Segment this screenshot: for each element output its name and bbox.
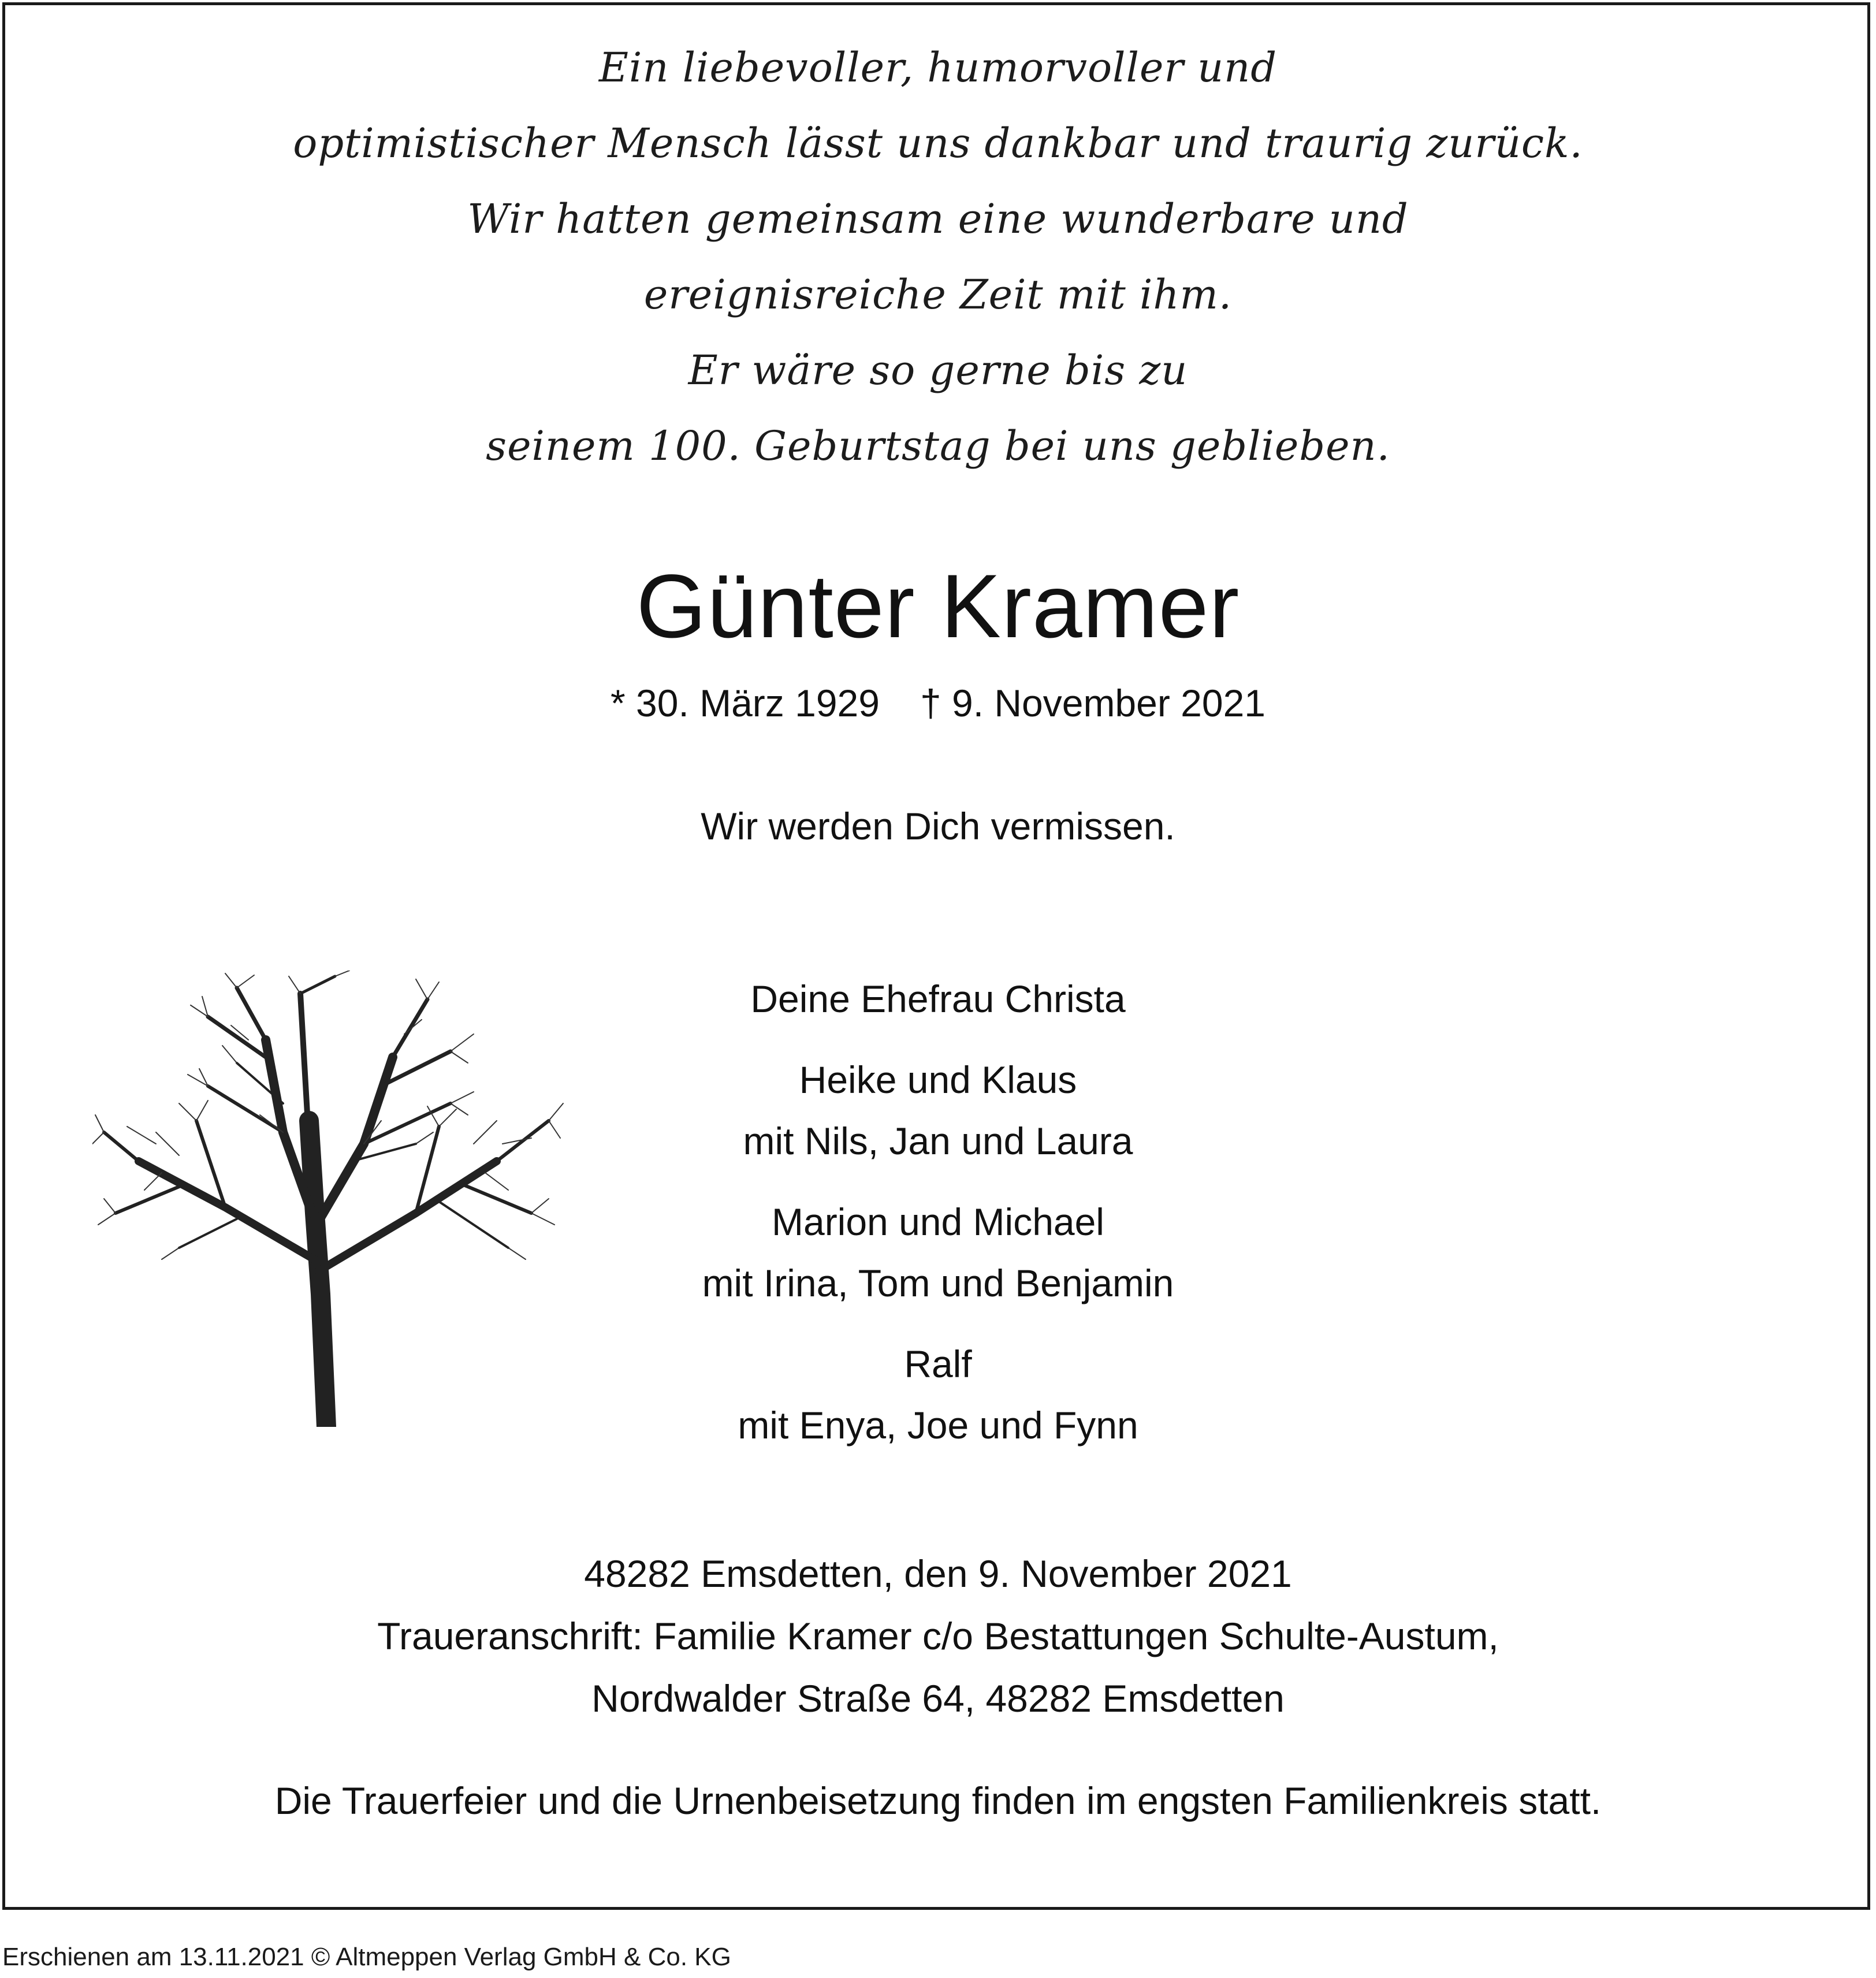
- deceased-name: Günter Kramer: [636, 556, 1240, 657]
- verse-line: Wir hatten gemeinsam eine wunderbare und: [467, 195, 1409, 243]
- verse-line: ereignisreiche Zeit mit ihm.: [643, 271, 1233, 318]
- death-date: † 9. November 2021: [920, 682, 1265, 724]
- mourner-line: Deine Ehefrau Christa: [750, 977, 1126, 1020]
- place-date: 48282 Emsdetten, den 9. November 2021: [584, 1552, 1292, 1595]
- birth-date: * 30. März 1929: [611, 682, 880, 724]
- address-block: [0, 1542, 1876, 1730]
- mourning-address: Traueranschrift: Familie Kramer c/o Bestattungen Schulte-Austum,: [377, 1615, 1499, 1657]
- life-dates: [0, 677, 1876, 729]
- verse-line: Er wäre so gerne bis zu: [688, 347, 1188, 394]
- mourner-line: mit Irina, Tom und Benjamin: [702, 1262, 1174, 1304]
- mourner-group: [0, 1333, 1876, 1456]
- verse-line: seinem 100. Geburtstag bei uns geblieben.: [486, 422, 1390, 470]
- memorial-verse: [0, 30, 1876, 484]
- verse-line: Ein liebevoller, humorvoller und: [598, 44, 1278, 91]
- mourner-line: Ralf: [904, 1343, 972, 1385]
- verse-line: optimistischer Mensch lässt uns dankbar und traurig zurück.: [293, 120, 1583, 167]
- mourners-list: [0, 968, 1876, 1475]
- ceremony-note: Die Trauerfeier und die Urnenbeisetzung finden im engsten Familienkreis statt.: [274, 1779, 1602, 1822]
- mourner-group: [0, 1191, 1876, 1314]
- closing-line: Wir werden Dich vermissen.: [701, 805, 1175, 847]
- mourner-line: Marion und Michael: [772, 1200, 1104, 1243]
- mourner-line: mit Enya, Joe und Fynn: [738, 1404, 1138, 1447]
- mourner-line: mit Nils, Jan und Laura: [743, 1120, 1133, 1162]
- mourner-group: [0, 968, 1876, 1029]
- street-address: Nordwalder Straße 64, 48282 Emsdetten: [591, 1677, 1285, 1720]
- mourner-group: [0, 1049, 1876, 1172]
- mourner-line: Heike und Klaus: [799, 1058, 1077, 1101]
- publication-footer: Erschienen am 13.11.2021 © Altmeppen Verlag GmbH & Co. KG: [2, 1943, 731, 1971]
